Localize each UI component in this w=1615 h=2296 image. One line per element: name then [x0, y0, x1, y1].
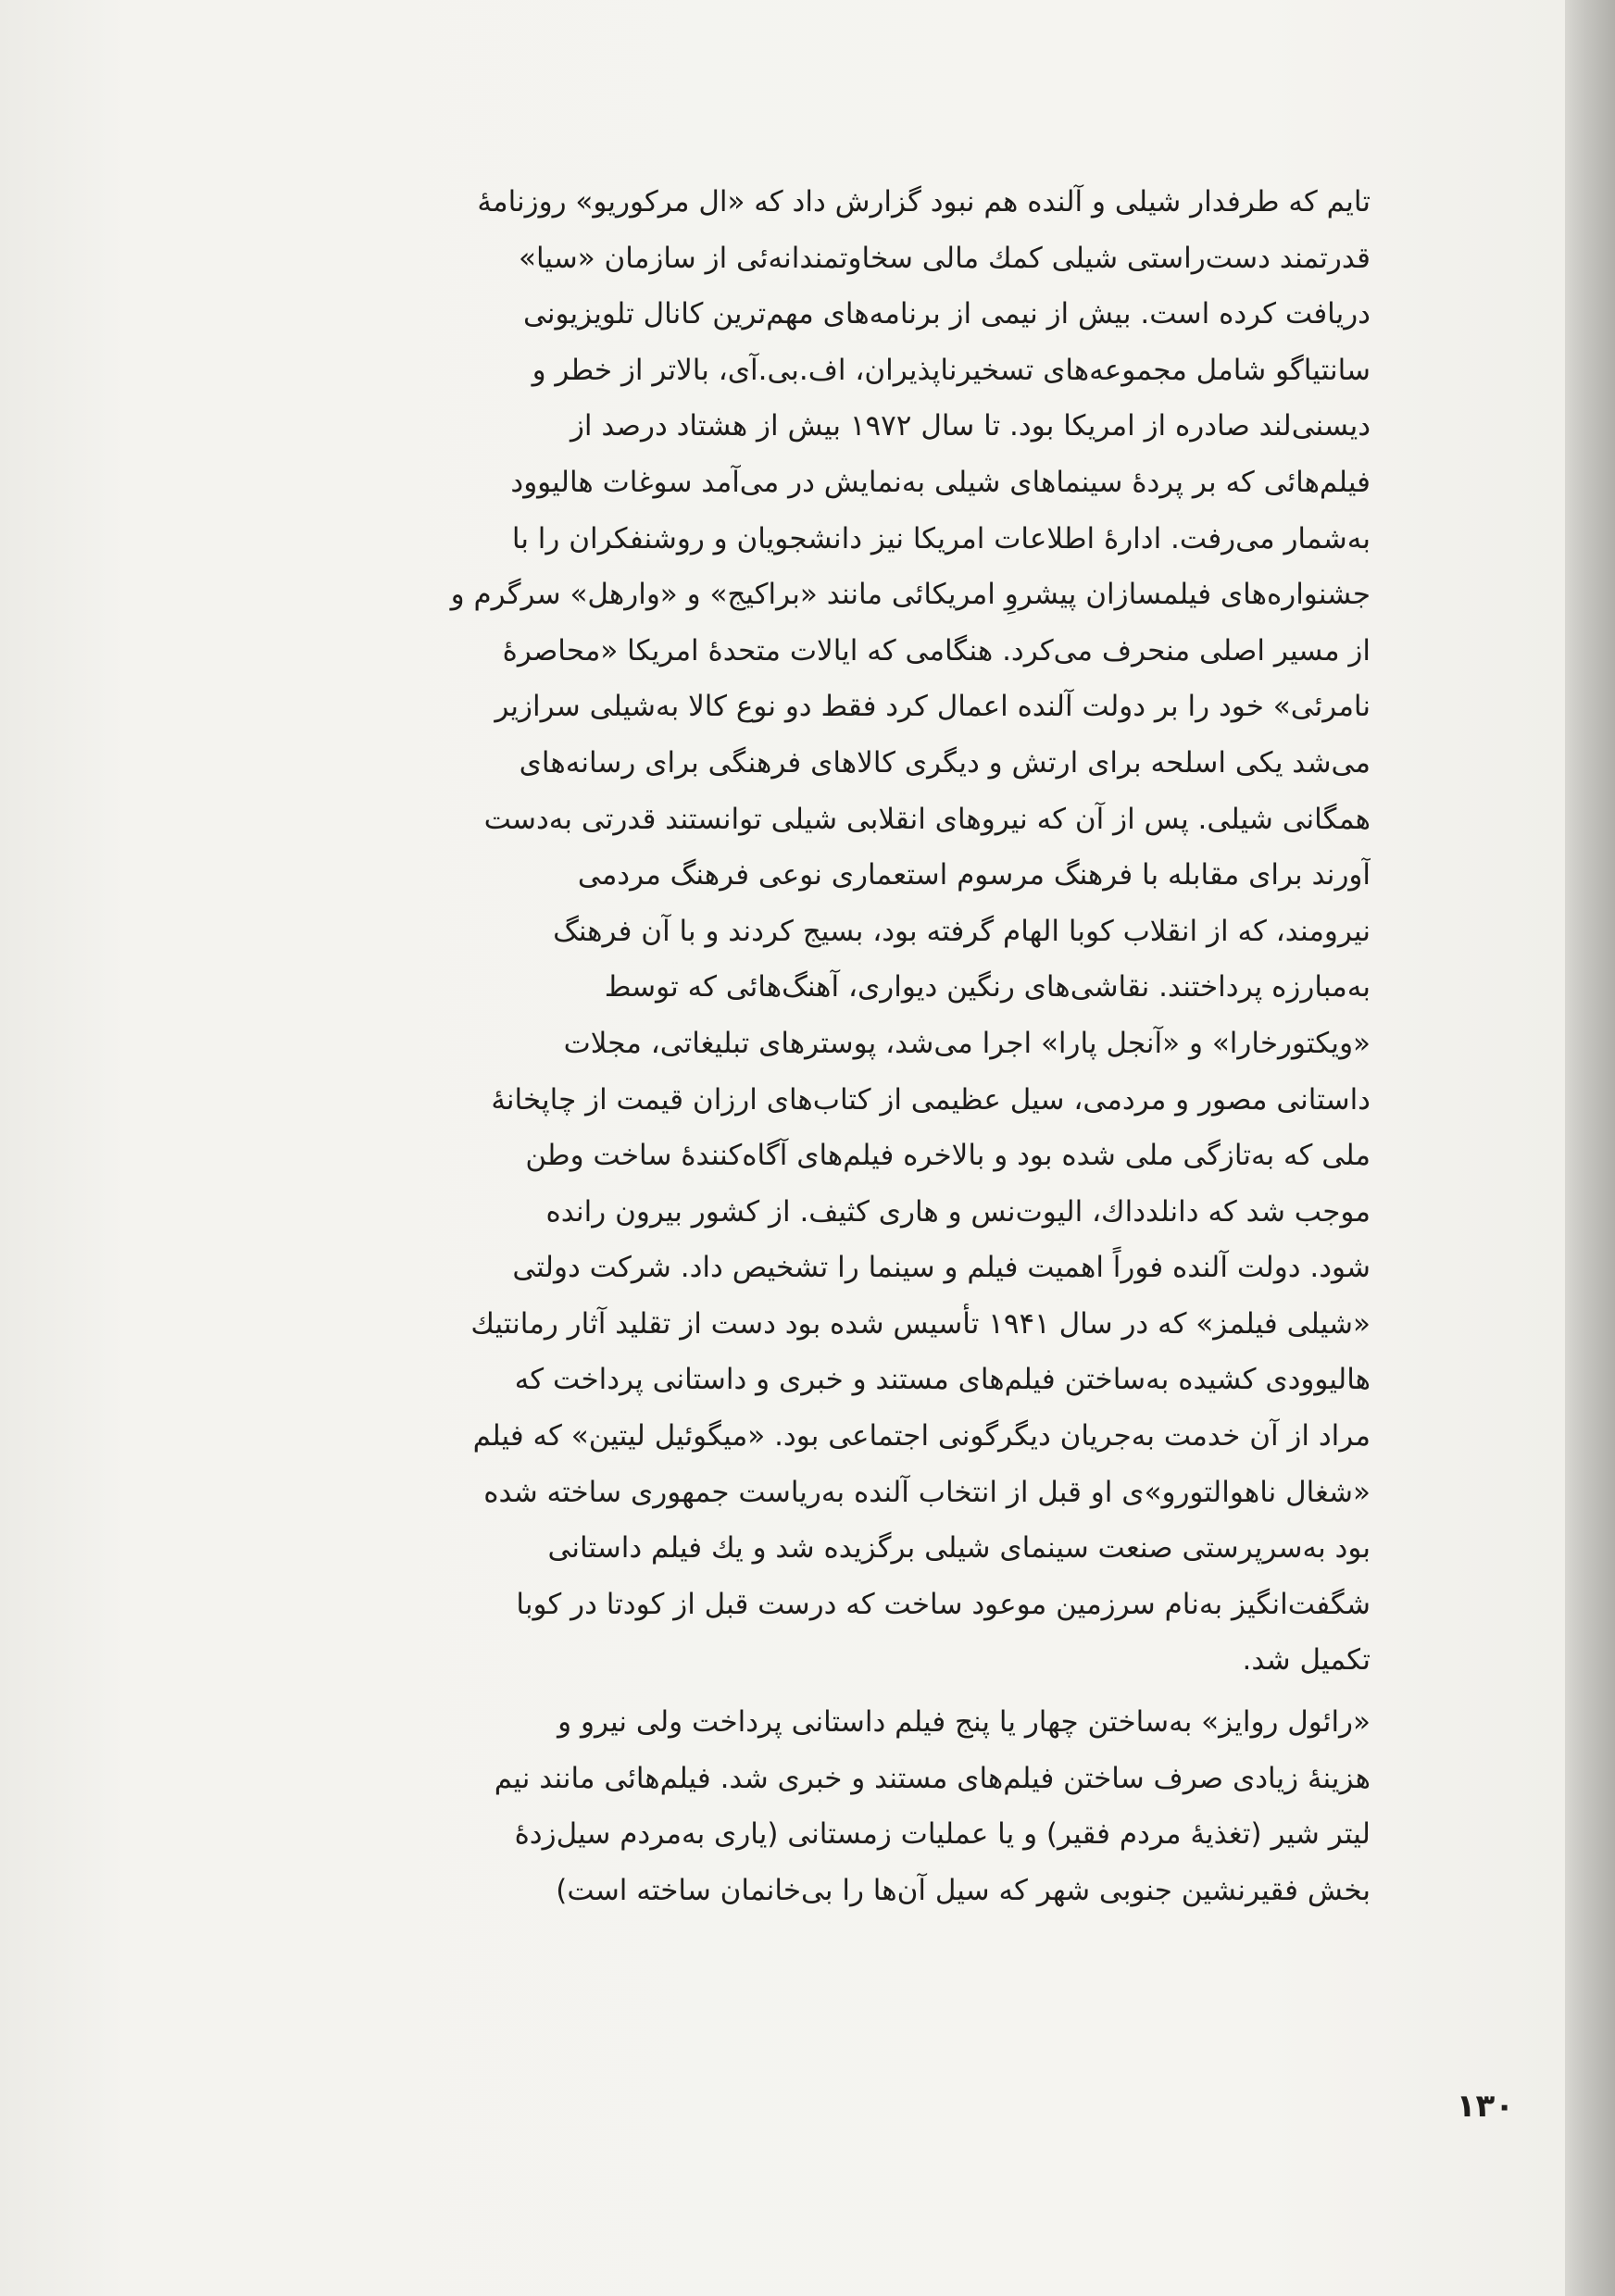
text-line: تکمیل شد. [1242, 1643, 1371, 1678]
paragraph-2 [269, 1694, 1371, 1918]
text-line: ملی که به‌تازگی ملی شده بود و بالاخره فیلم‌های آگاه‌کنندهٔ ساخت وطن [525, 1139, 1371, 1173]
text-line: موجب شد که دانلدداك، الیوت‌نس و هاری کثیف. از کشور بیرون رانده [545, 1194, 1371, 1229]
text-line: «شیلی فیلمز» که در سال ۱۹۴۱ تأسیس شده بود دست از تقلید آثار رمانتیك [470, 1306, 1371, 1341]
text-line: مراد از آن خدمت به‌جریان دیگرگونی اجتماعی بود. «میگوئیل لیتین» که فیلم [472, 1419, 1371, 1454]
text-line: آورند برای مقابله با فرهنگ مرسوم استعماری نوعی فرهنگ مردمی [577, 858, 1371, 892]
text-line: لیتر شیر (تغذیهٔ مردم فقیر) و یا عملیات زمستانی (یاری به‌مردم سیل‌زدهٔ [514, 1817, 1371, 1852]
text-line: نامرئی» خود را بر دولت آلنده اعمال کرد فقط دو نوع کالا به‌شیلی سرازیر [495, 690, 1371, 724]
text-line: به‌مبارزه پرداختند. نقاشی‌های رنگین دیواری، آهنگ‌هائی که توسط [604, 970, 1371, 1004]
text-line: «ویکتورخارا» و «آنجل پارا» اجرا می‌شد، پوسترهای تبلیغاتی، مجلات [563, 1026, 1371, 1060]
text-line: شود. دولت آلنده فوراً اهمیت فیلم و سینما را تشخیص داد. شرکت دولتی [512, 1251, 1371, 1285]
page-number: ۱۳۰ [1456, 2088, 1514, 2125]
text-line: شگفت‌انگیز به‌نام سرزمین موعود ساخت که درست قبل از کودتا در کوبا [516, 1587, 1371, 1621]
text-line: داستانی مصور و مردمی، سیل عظیمی از کتاب‌های ارزان قیمت از چاپخانهٔ [491, 1082, 1371, 1117]
body-text [269, 174, 1371, 1918]
text-line: جشنواره‌های فیلمسازان پیشروِ امریکائی مانند «براکیج» و «وارهل» سرگرم و [450, 578, 1371, 612]
paragraph-1 [269, 174, 1371, 1689]
text-line: هزینهٔ زیادی صرف ساختن فیلم‌های مستند و خبری شد. فیلم‌هائی مانند نیم [494, 1761, 1371, 1795]
text-line: سانتیاگو شامل مجموعه‌های تسخیرناپذیران، اف.بی.آی، بالاتر از خطر و [532, 353, 1371, 387]
text-line: فیلم‌هائی که بر پردهٔ سینماهای شیلی به‌نمایش در می‌آمد سوغات هالیوود [510, 465, 1371, 499]
text-line: هالیوودی کشیده به‌ساختن فیلم‌های مستند و خبری و داستانی پرداخت که [514, 1363, 1371, 1397]
text-line: بود به‌سرپرستی صنعت سینمای شیلی برگزیده شد و یك فیلم داستانی [547, 1531, 1371, 1566]
text-line: نیرومند، که از انقلاب کوبا الهام گرفته بود، بسیج کردند و با آن فرهنگ [553, 914, 1371, 948]
text-line: تایم که طرفدار شیلی و آلنده هم نبود گزارش داد که «ال مرکوریو» روزنامهٔ [477, 185, 1371, 218]
text-line: می‌شد یکی اسلحه برای ارتش و دیگری کالاهای فرهنگی برای رسانه‌های [519, 745, 1371, 780]
text-line: به‌شمار می‌رفت. ادارهٔ اطلاعات امریکا نیز دانشجویان و روشنفکران را با [511, 521, 1371, 555]
text-line: دریافت کرده است. بیش از نیمی از برنامه‌های مهم‌ترین کانال تلویزیونی [523, 297, 1371, 331]
page-edge [1565, 0, 1615, 2296]
text-line: «رائول روایز» به‌ساختن چهار یا پنج فیلم داستانی پرداخت ولی نیرو و [557, 1705, 1371, 1740]
text-line: بخش فقیرنشین جنوبی شهر که سیل آن‌ها را بی‌خانمان ساخته است) [556, 1873, 1371, 1907]
text-line: از مسیر اصلی منحرف می‌کرد. هنگامی که ایالات متحدهٔ امریکا «محاصرهٔ [502, 633, 1371, 668]
text-line: قدرتمند دست‌راستی شیلی کمك مالی سخاوتمندانه‌ئی از سازمان «سیا» [518, 241, 1371, 275]
text-line: همگانی شیلی. پس از آن که نیروهای انقلابی شیلی توانستند قدرتی به‌دست [483, 802, 1371, 836]
text-line: دیسنی‌لند صادره از امریکا بود. تا سال ۱۹۷۲ بیش از هشتاد درصد از [570, 409, 1371, 443]
text-line: «شغال ناهوالتورو»ی او قبل از انتخاب آلنده به‌ریاست جمهوری ساخته شده [483, 1475, 1371, 1509]
